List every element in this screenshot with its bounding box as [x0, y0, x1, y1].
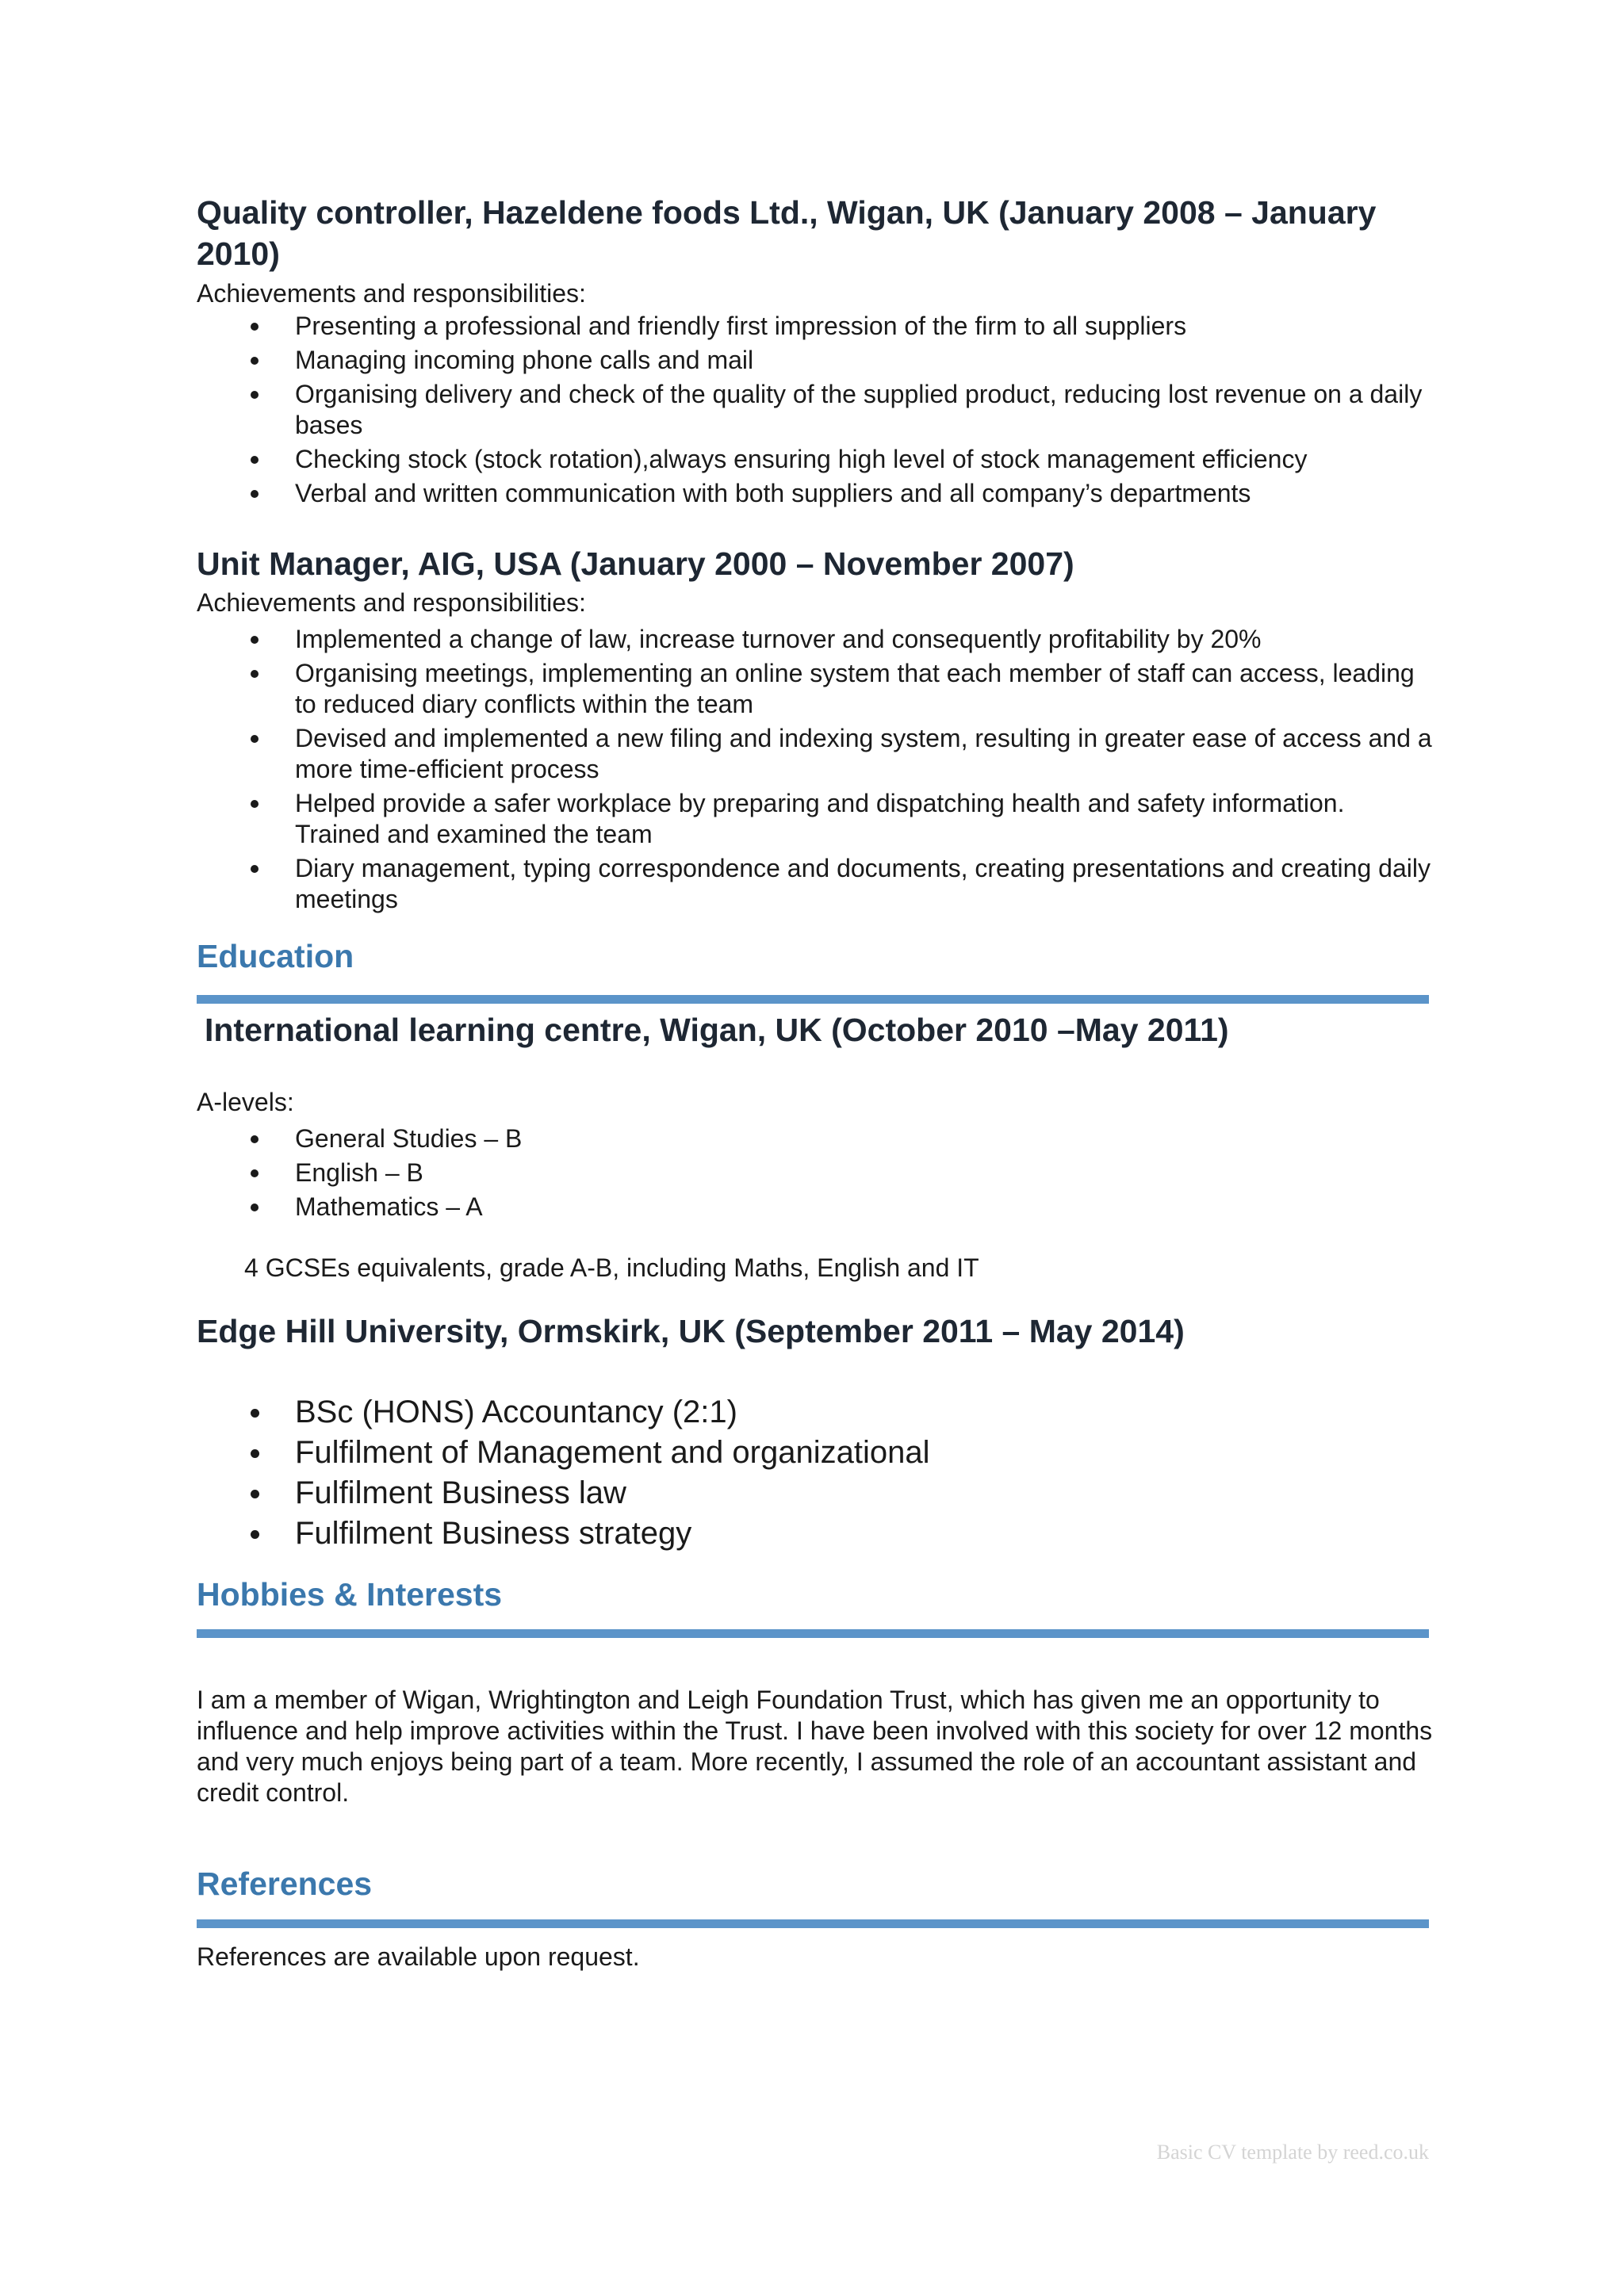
list-item: Presenting a professional and friendly first impression of the firm to all suppliers [197, 311, 1434, 342]
school-title: International learning centre, Wigan, UK (October 2010 –May 2011) [205, 1012, 1229, 1048]
list-item: Organising delivery and check of the quality of the supplied product, reducing lost revenue on a daily bases [197, 379, 1434, 441]
bullet-icon [251, 1490, 259, 1498]
gcse-note: 4 GCSEs equivalents, grade A-B, including Maths, English and IT [244, 1253, 979, 1282]
section-divider [197, 995, 1429, 1004]
section-divider [197, 1919, 1429, 1928]
list-item: Diary management, typing correspondence and documents, creating presentations and creating daily meetings [197, 853, 1434, 915]
list-item: Fulfilment Business strategy [197, 1513, 1434, 1554]
bullet-icon [251, 490, 259, 498]
list-item: Verbal and written communication with both suppliers and all company’s departments [197, 478, 1434, 509]
job-title: Quality controller, Hazeldene foods Ltd., Wigan, UK (January 2008 – January 2010) [197, 194, 1377, 272]
section-title-education: Education [197, 938, 354, 974]
bullet-icon [251, 636, 259, 644]
hobbies-text: I am a member of Wigan, Wrightington and Leigh Foundation Trust, which has given me an opportunity to influence and help improve activities within the Trust. I have been involved with this society for over 12 months and very much enjoys being part of a team. More recently, I assumed the role of an accountant assistant and credit control. [197, 1686, 1433, 1807]
list-item: Devised and implemented a new filing and indexing system, resulting in greater ease of access and a more time-efficient process [197, 723, 1434, 785]
list-item: English – B [197, 1158, 1434, 1188]
list-item: General Studies – B [197, 1123, 1434, 1154]
list-item: Mathematics – A [197, 1192, 1434, 1223]
bullet-icon [251, 357, 259, 365]
list-item: Helped provide a safer workplace by preparing and dispatching health and safety information. Trained and examined the team [197, 788, 1434, 850]
list-item: Organising meetings, implementing an online system that each member of staff can access, leading to reduced diary conflicts within the team [197, 658, 1434, 720]
alevels-list [197, 1123, 1434, 1226]
job-title: Unit Manager, AIG, USA (January 2000 – November 2007) [197, 545, 1074, 582]
bullet-icon [251, 323, 259, 331]
footer-credit: Basic CV template by reed.co.uk [1156, 2141, 1429, 2164]
section-divider [197, 1629, 1429, 1638]
list-item: Fulfilment of Management and organizational [197, 1433, 1434, 1473]
job-subtitle: Achievements and responsibilities: [197, 279, 586, 308]
bullet-icon [251, 1409, 259, 1418]
list-item: Implemented a change of law, increase turnover and consequently profitability by 20% [197, 624, 1434, 655]
list-item: Fulfilment Business law [197, 1473, 1434, 1513]
job-responsibilities-list [197, 624, 1434, 918]
section-title-references: References [197, 1866, 373, 1902]
bullet-icon [251, 1449, 259, 1458]
bullet-icon [251, 1135, 259, 1143]
job-responsibilities-list [197, 311, 1434, 512]
degree-list [197, 1392, 1434, 1554]
bullet-icon [251, 391, 259, 399]
bullet-icon [251, 865, 259, 873]
bullet-icon [251, 735, 259, 743]
references-text: References are available upon request. [197, 1942, 640, 1971]
list-item: BSc (HONS) Accountancy (2:1) [197, 1392, 1434, 1433]
list-item: Checking stock (stock rotation),always ensuring high level of stock management efficiency [197, 444, 1434, 475]
school-title: Edge Hill University, Ormskirk, UK (September 2011 – May 2014) [197, 1313, 1185, 1349]
bullet-icon [251, 1530, 259, 1539]
job-subtitle: Achievements and responsibilities: [197, 588, 586, 617]
bullet-icon [251, 1203, 259, 1211]
bullet-icon [251, 456, 259, 464]
alevels-label: A-levels: [197, 1088, 294, 1116]
bullet-icon [251, 800, 259, 808]
list-item: Managing incoming phone calls and mail [197, 345, 1434, 376]
bullet-icon [251, 670, 259, 678]
section-title-hobbies: Hobbies & Interests [197, 1576, 503, 1613]
bullet-icon [251, 1169, 259, 1177]
